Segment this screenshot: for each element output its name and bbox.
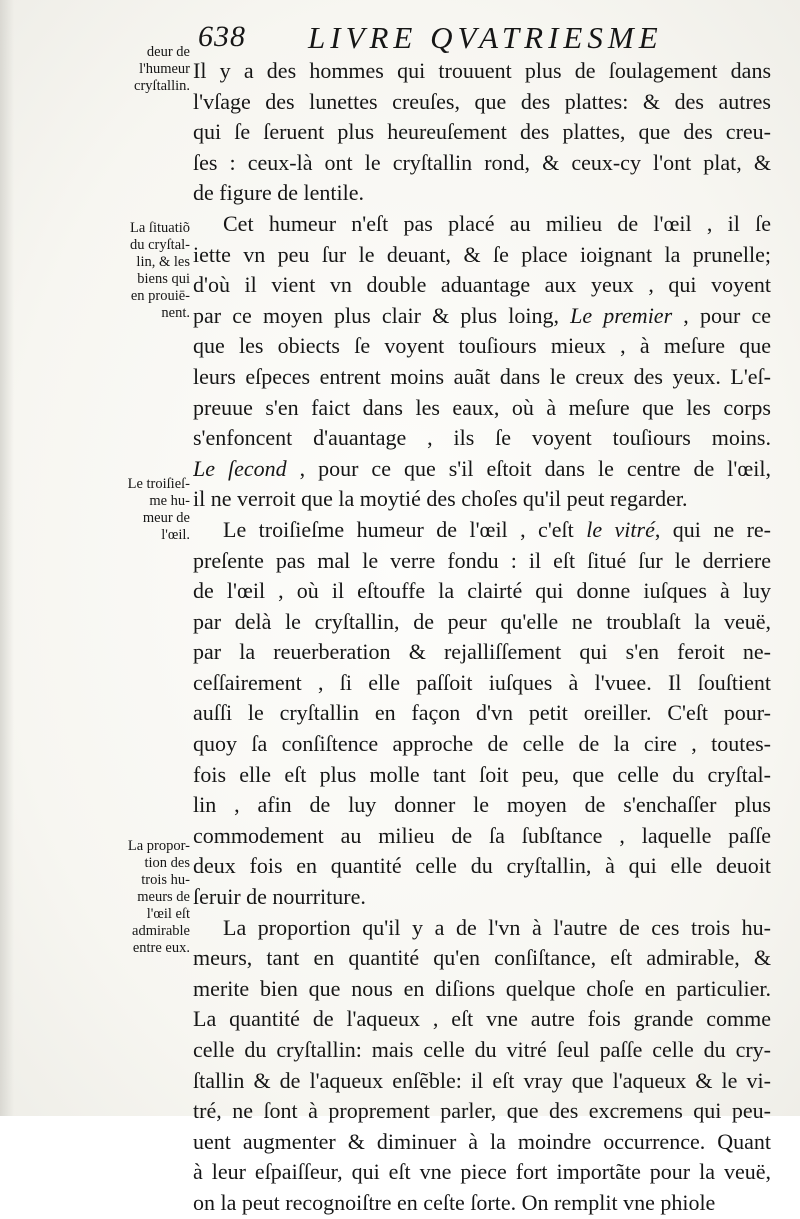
text-line: ſtallin & de l'aqueux enſẽble: il eſt vray que l'aqueux & le vi- [193,1067,771,1093]
text-line: celle du cryſtallin: mais celle du vitré ſeul paſſe celle du cry- [193,1037,771,1062]
text-line: ceſſairement , ſi elle paſſoit iuſques à l'vuee. Il ſouſtient [193,669,771,695]
margin-note-proportion-humeurs [100,838,190,957]
text-line: fois elle eſt plus molle tant ſoit peu, que celle du cryſtal- [193,761,771,787]
margin-note-troisieme-humeur [100,476,190,544]
text-line: preuue s'en faict dans les eaux, où à meſure que les corps [193,394,771,420]
text-line: uent augmenter & diminuer à la moindre occurrence. Quant [193,1128,771,1154]
text-line: La proportion qu'il y a de l'vn à l'autre de ces trois hu- [223,914,771,940]
margin-note-line: admirable [132,923,190,939]
margin-note-line: meur de [142,510,190,526]
page-header [190,14,770,54]
text-line: iette vn peu ſur le deuant, & ſe place ioignant la prunelle; [193,241,771,267]
margin-note-line: La ſituatiõ [130,220,190,236]
margin-note-line: l'humeur [139,61,190,77]
text-line: auſſi le cryſtallin en façon d'vn petit oreiller. C'eſt pour- [193,700,771,726]
text-line: par ce moyen plus clair & plus loing, Le premier , pour ce [193,302,771,328]
text-line: lin , afin de luy donner le moyen de s'enchaſſer plus [193,792,771,818]
italic-phrase: Le premier [570,302,673,328]
text-line: ſeruir de nourriture. [193,884,366,910]
text-line: on la peut recognoiſtre en ceſte ſorte. On remplit vne phiole [193,1189,716,1215]
text-line: à leur eſpaiſſeur, qui eſt vne piece fort importãte pour la veuë, [193,1159,771,1185]
text-line: de figure de lentile. [193,180,365,206]
margin-note-line: l'œil. [161,527,190,543]
text-line: par delà le cryſtallin, de peur qu'elle ne troublaſt la veuë, [193,608,771,634]
margin-note-line: cryſtallin. [134,78,190,94]
margin-note-situation-crystallin [100,220,190,322]
margin-note-line: me hu- [149,493,190,509]
text-line: Le troiſieſme humeur de l'œil , c'eſt le vitré, qui ne re- [223,516,771,542]
margin-note-line: deur de [146,44,190,60]
text-line: merite bien que nous en diſions quelque choſe en particulier. [193,975,771,1001]
text-line: leurs eſpeces entrent moins auãt dans le creux des yeux. L'eſ- [193,363,771,389]
margin-note-humeur-crystallin [100,44,190,95]
margin-note-line: Le troiſieſ- [127,476,190,492]
margin-note-line: tion des [144,855,190,871]
italic-phrase: Le ſecond [193,455,287,481]
text-line: La quantité de l'aqueux , eſt vne autre fois grande comme [193,1006,771,1032]
text-line: l'vſage des lunettes creuſes, que des plattes: & des autres [193,88,771,114]
text-line: il ne verroit que la moytié des choſes qu'il peut regarder. [193,486,688,512]
margin-note-line: entre eux. [132,940,190,956]
margin-note-line: nent. [161,305,190,321]
text-line: Cet humeur n'eſt pas placé au milieu de l'œil , il ſe [223,210,771,236]
text-line: Il y a des hommes qui trouuent plus de ſoulagement dans [193,58,771,83]
text-line: Le ſecond , pour ce que s'il eſtoit dans le centre de l'œil, [193,455,771,481]
text-line: que les obiects ſe voyent touſiours mieux , à meſure que [193,333,771,359]
margin-note-line: biens qui [137,271,190,287]
text-line: preſente pas mal le verre fondu : il eſt ſitué ſur le derriere [193,547,771,573]
running-head: LIVRE QVATRIESME [308,20,663,55]
text-line: deux fois en quantité celle du cryſtallin, à qui elle deuoit [193,853,771,879]
body-text [193,56,771,1219]
text-line: tré, ne ſont à proprement parler, que des excremens qui peu- [193,1098,771,1124]
margin-note-line: trois hu- [141,872,190,888]
margin-note-line: meurs de [137,889,190,905]
margin-note-line: La propor- [127,838,190,854]
text-line: ſes : ceux-là ont le cryſtallin rond, & ceux-cy l'ont plat, & [193,149,771,175]
page-number: 638 [198,20,246,53]
text-line: quoy ſa conſiſtence approche de celle de la cire , toutes- [193,731,771,757]
text-line: d'où il vient vn double aduantage aux yeux , qui voyent [193,272,771,298]
text-line: meurs, tant en quantité qu'en conſiſtance, eſt admirable, & [193,945,771,971]
italic-phrase: le vitré [586,516,655,542]
margin-note-line: l'œil eſt [146,906,190,922]
text-line: commodement au milieu de ſa ſubſtance , laquelle paſſe [193,822,771,848]
margin-note-line: en prouiē- [130,288,190,304]
margin-note-line: lin, & les [136,254,190,270]
text-line: s'enfoncent d'auantage , ils ſe voyent touſiours moins. [193,425,771,451]
text-line: qui ſe ſeruent plus heureuſement des plattes, que des creu- [193,119,771,145]
text-line: par la reuerberation & rejalliſſement qui s'en feroit ne- [193,639,771,665]
text-line: de l'œil , où il eſtouffe la clairté qui donne iuſques à luy [193,578,771,604]
margin-note-line: du cryſtal- [130,237,190,253]
